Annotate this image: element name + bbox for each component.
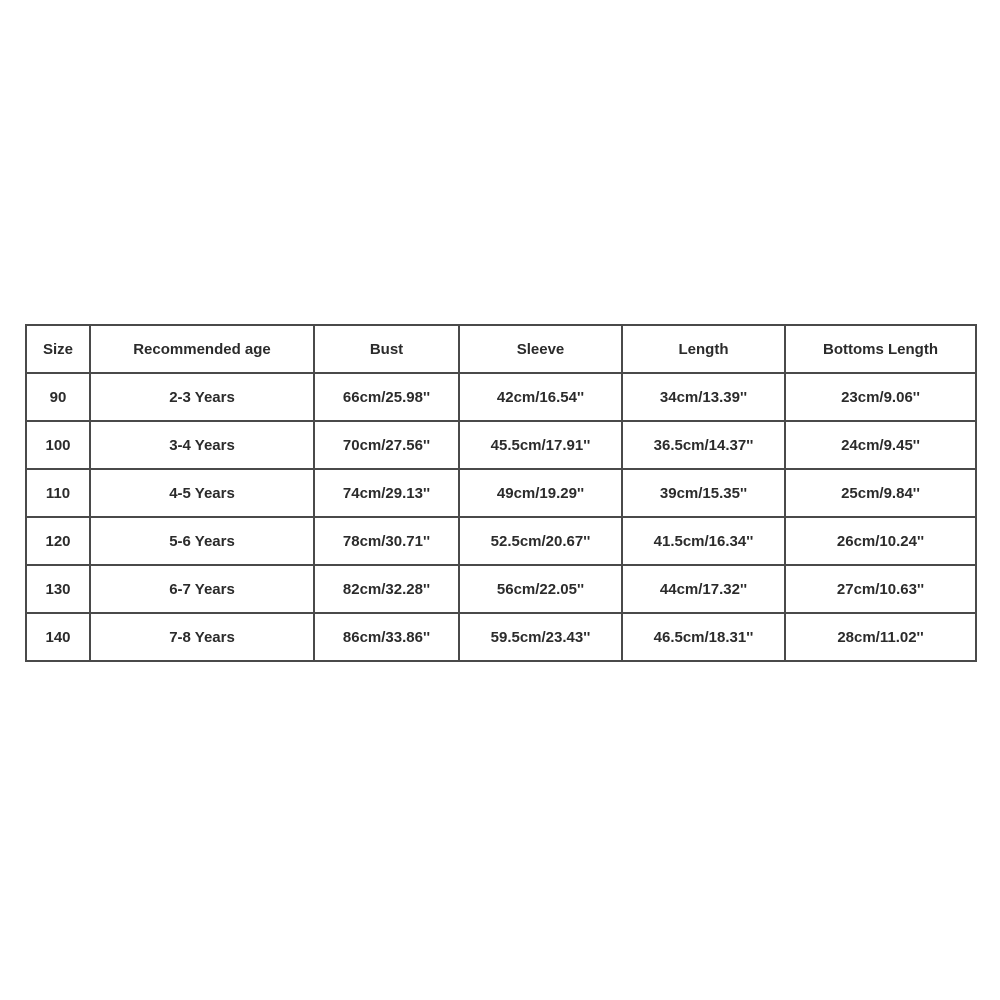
cell-size: 130 [26, 565, 90, 613]
cell-bust: 66cm/25.98'' [314, 373, 459, 421]
cell-recommended-age: 7-8 Years [90, 613, 314, 661]
cell-length: 46.5cm/18.31'' [622, 613, 785, 661]
cell-sleeve: 49cm/19.29'' [459, 469, 622, 517]
cell-recommended-age: 4-5 Years [90, 469, 314, 517]
header-bust: Bust [314, 325, 459, 373]
cell-bottoms-length: 25cm/9.84'' [785, 469, 976, 517]
cell-bottoms-length: 28cm/11.02'' [785, 613, 976, 661]
cell-length: 39cm/15.35'' [622, 469, 785, 517]
cell-recommended-age: 2-3 Years [90, 373, 314, 421]
table-row [26, 373, 976, 421]
cell-bust: 86cm/33.86'' [314, 613, 459, 661]
cell-recommended-age: 5-6 Years [90, 517, 314, 565]
table-header [26, 325, 976, 373]
table-row [26, 517, 976, 565]
table-body [26, 373, 976, 661]
table-row [26, 421, 976, 469]
cell-sleeve: 59.5cm/23.43'' [459, 613, 622, 661]
cell-bottoms-length: 26cm/10.24'' [785, 517, 976, 565]
table-row [26, 469, 976, 517]
cell-size: 120 [26, 517, 90, 565]
cell-sleeve: 56cm/22.05'' [459, 565, 622, 613]
cell-bottoms-length: 24cm/9.45'' [785, 421, 976, 469]
table-row [26, 565, 976, 613]
header-recommended-age: Recommended age [90, 325, 314, 373]
header-sleeve: Sleeve [459, 325, 622, 373]
cell-length: 41.5cm/16.34'' [622, 517, 785, 565]
cell-recommended-age: 3-4 Years [90, 421, 314, 469]
cell-bottoms-length: 23cm/9.06'' [785, 373, 976, 421]
cell-length: 36.5cm/14.37'' [622, 421, 785, 469]
cell-sleeve: 52.5cm/20.67'' [459, 517, 622, 565]
cell-bust: 74cm/29.13'' [314, 469, 459, 517]
cell-bust: 78cm/30.71'' [314, 517, 459, 565]
cell-bust: 82cm/32.28'' [314, 565, 459, 613]
size-chart-table [25, 324, 977, 662]
cell-size: 100 [26, 421, 90, 469]
header-size: Size [26, 325, 90, 373]
cell-size: 140 [26, 613, 90, 661]
cell-sleeve: 45.5cm/17.91'' [459, 421, 622, 469]
cell-length: 34cm/13.39'' [622, 373, 785, 421]
cell-recommended-age: 6-7 Years [90, 565, 314, 613]
cell-size: 90 [26, 373, 90, 421]
cell-bust: 70cm/27.56'' [314, 421, 459, 469]
cell-size: 110 [26, 469, 90, 517]
cell-sleeve: 42cm/16.54'' [459, 373, 622, 421]
header-row [26, 325, 976, 373]
header-length: Length [622, 325, 785, 373]
header-bottoms-length: Bottoms Length [785, 325, 976, 373]
cell-length: 44cm/17.32'' [622, 565, 785, 613]
table-row [26, 613, 976, 661]
cell-bottoms-length: 27cm/10.63'' [785, 565, 976, 613]
